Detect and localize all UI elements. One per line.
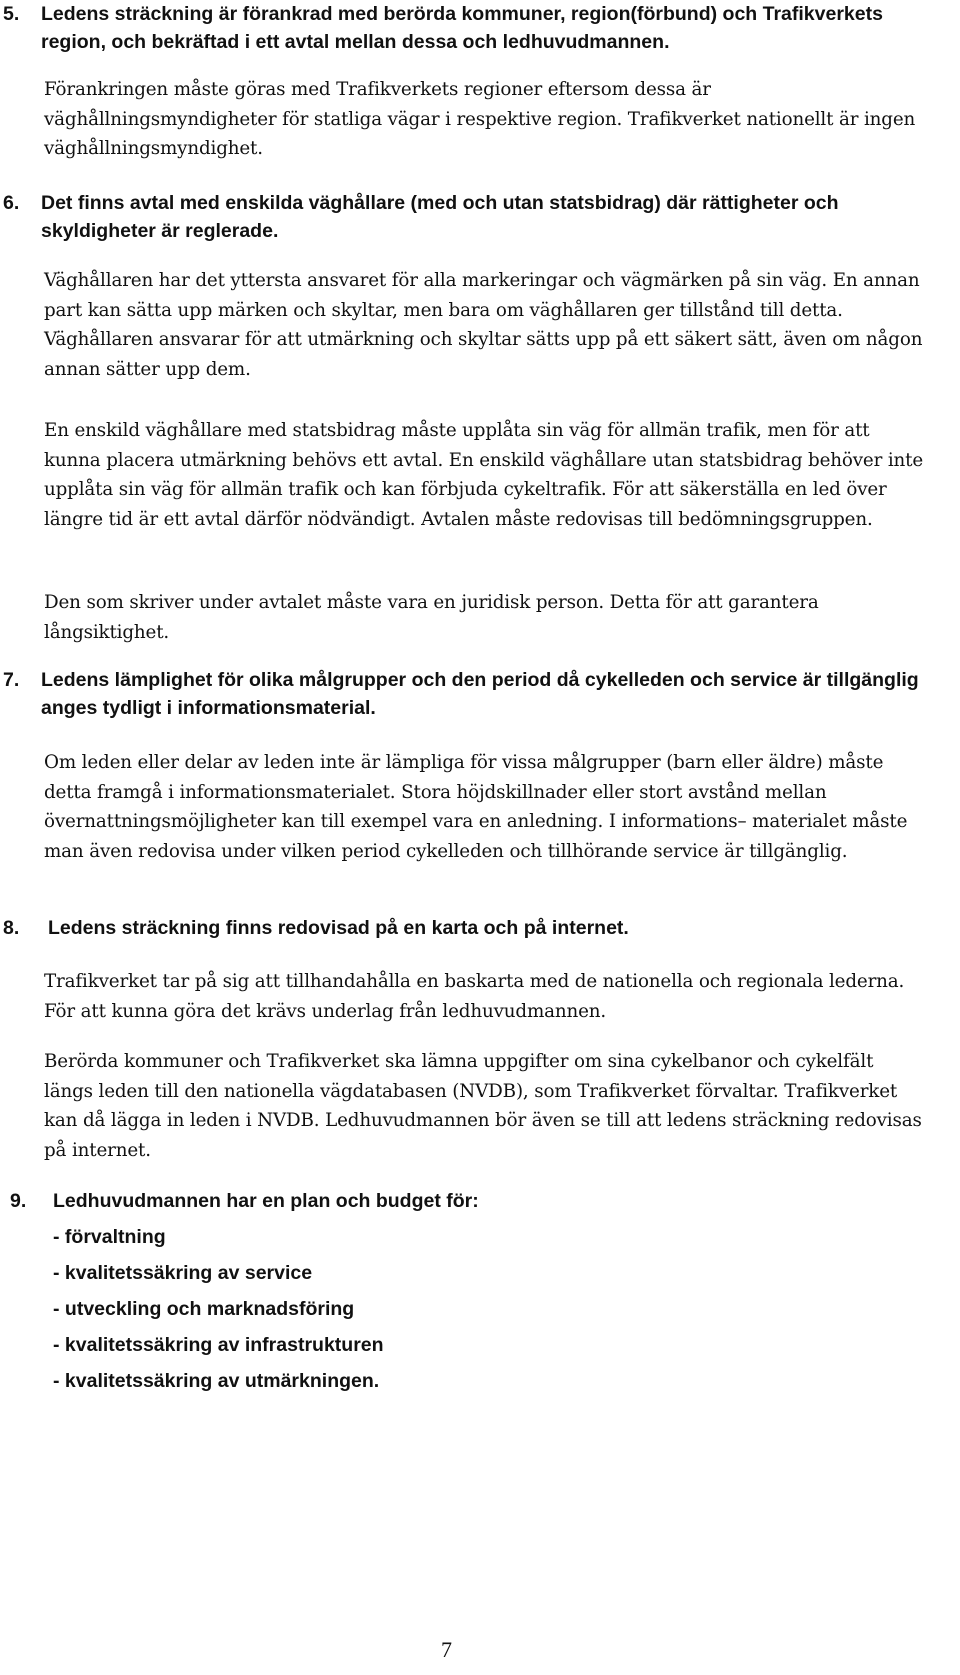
section-6-paragraph-2: En enskild väghållare med statsbidrag måste upplåta sin väg för allmän trafik, men för att kunna placera utmärkning behövs ett avtal. En enskild väghållare utan statsbidrag behöver inte upplåta sin väg för allmän trafik och kan förbjuda cykeltrafik. För att säkerställa en led över längre tid är ett avtal därför nödvändigt. Avtalen måste redovisas till bedömningsgruppen. bbox=[44, 420, 924, 530]
list-item: - kvalitetssäkring av infrastrukturen bbox=[53, 1334, 384, 1356]
section-8-paragraph-1: Trafikverket tar på sig att tillhandahålla en baskarta med de nationella och regionala lederna. För att kunna göra det krävs underlag från ledhuvudmannen. bbox=[44, 971, 905, 1022]
section-9-number: 9. bbox=[10, 1190, 27, 1212]
section-6-heading bbox=[0, 189, 900, 245]
section-5-number: 5. bbox=[3, 3, 20, 25]
section-8-paragraph-2: Berörda kommuner och Trafikverket ska lämna uppgifter om sina cykelbanor och cykelfält längs leden till den nationella vägdatabasen (NVDB), som Trafikverket förvaltar. Trafikverket kan då lägga in leden i NVDB. Ledhuvudmannen bör även se till att ledens sträckning redovisas på internet. bbox=[44, 1051, 922, 1161]
list-item: - utveckling och marknadsföring bbox=[53, 1298, 355, 1320]
section-6-heading-text: Det finns avtal med enskilda väghållare (med och utan statsbidrag) där rättigheter och skyldigheter är reglerade. bbox=[41, 192, 839, 242]
list-item: - kvalitetssäkring av utmärkningen. bbox=[53, 1370, 380, 1392]
section-9-heading bbox=[0, 1187, 900, 1215]
list-item: - förvaltning bbox=[53, 1226, 166, 1248]
section-5-heading bbox=[0, 0, 900, 56]
section-6-number: 6. bbox=[3, 192, 20, 214]
page-number: 7 bbox=[441, 1637, 452, 1662]
section-8-heading-text: Ledens sträckning finns redovisad på en karta och på internet. bbox=[48, 917, 629, 939]
section-6-paragraph-3: Den som skriver under avtalet måste vara en juridisk person. Detta för att garantera långsiktighet. bbox=[44, 592, 819, 643]
section-7-paragraph-1: Om leden eller delar av leden inte är lämpliga för vissa målgrupper (barn eller äldre) måste detta framgå i informationsmaterialet. Stora höjdskillnader eller stort avstånd mellan övernattningsmöjligheter kan till exempel vara en anledning. I informations– materialet måste man även redovisa under vilken period cykelleden och tillhörande service är tillgänglig. bbox=[44, 752, 908, 862]
section-7-heading bbox=[0, 666, 919, 722]
section-5-paragraph-1: Förankringen måste göras med Trafikverkets regioner eftersom dessa är väghållningsmyndigheter för statliga vägar i respektive region. Trafikverket nationellt är ingen väghållningsmyndighet. bbox=[44, 79, 916, 159]
list-item: - kvalitetssäkring av service bbox=[53, 1262, 313, 1284]
section-9-list bbox=[53, 1223, 384, 1403]
section-5-heading-text: Ledens sträckning är förankrad med berörda kommuner, region(förbund) och Trafikverkets region, och bekräftad i ett avtal mellan dessa och ledhuvudmannen. bbox=[41, 3, 883, 53]
section-7-number: 7. bbox=[3, 669, 20, 691]
section-9-heading-text: Ledhuvudmannen har en plan och budget för: bbox=[53, 1190, 479, 1212]
section-8-heading bbox=[0, 914, 900, 942]
section-6-paragraph-1: Väghållaren har det yttersta ansvaret för alla markeringar och vägmärken på sin väg. En annan part kan sätta upp märken och skyltar, men bara om väghållaren ger tillstånd till detta. Väghållaren ansvarar för att utmärkning och skyltar sätts upp på ett säkert sätt, även om någon annan sätter upp dem. bbox=[44, 270, 923, 380]
section-7-heading-text: Ledens lämplighet för olika målgrupper och den period då cykelleden och service är tillgänglig anges tydligt i informationsmaterial. bbox=[41, 669, 919, 719]
section-8-number: 8. bbox=[3, 917, 20, 939]
